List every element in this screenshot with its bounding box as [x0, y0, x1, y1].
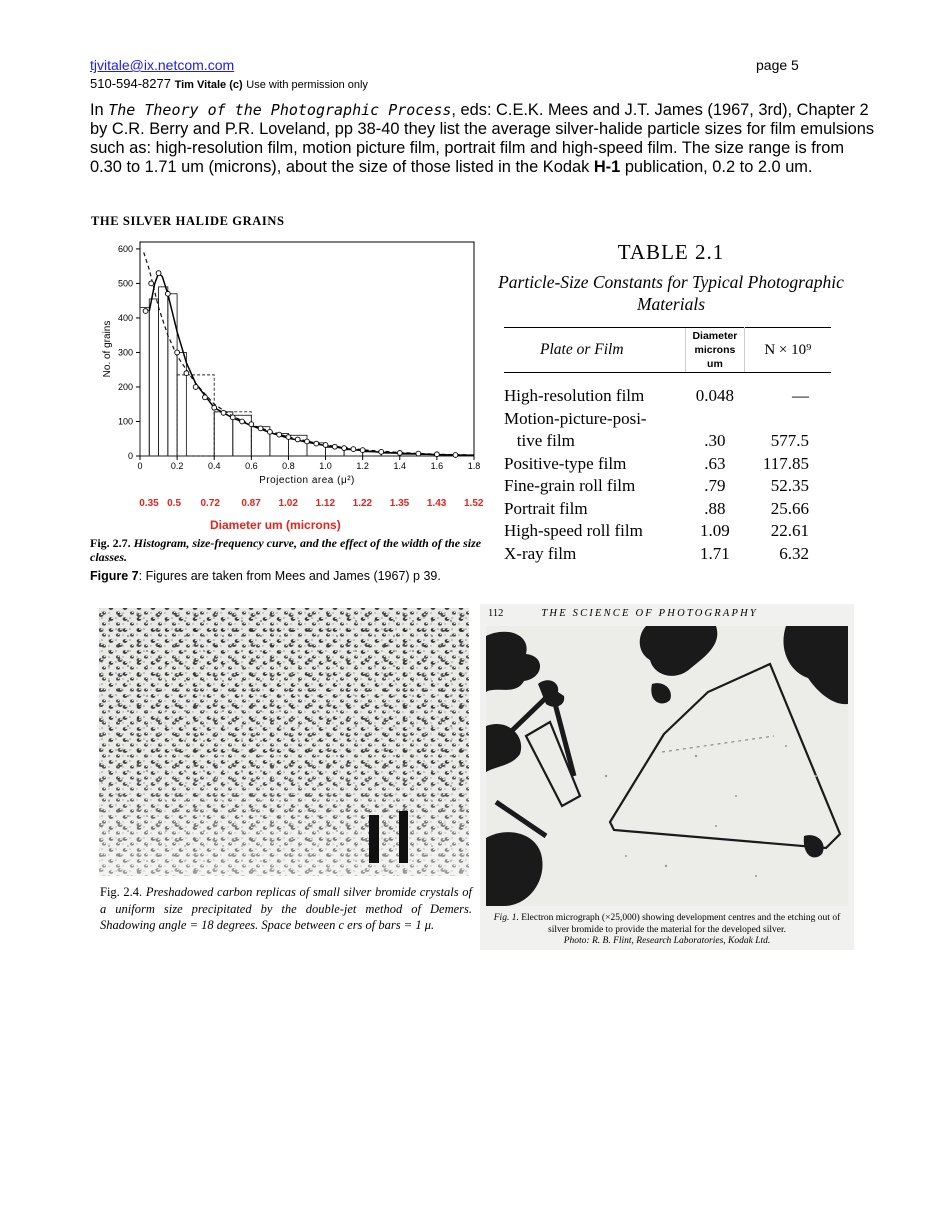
diameter-value: 0.87 [241, 498, 261, 509]
data-point [342, 446, 347, 451]
table-row [504, 373, 831, 408]
fig-2-4-caption [100, 884, 472, 934]
micrograph-development-centres [480, 604, 854, 950]
x-tick-label: 1.2 [356, 461, 369, 471]
histogram-chart [96, 232, 488, 496]
diameter-axis-label: Diameter um (microns) [210, 518, 341, 532]
data-point [434, 452, 439, 457]
x-tick-label: 0.4 [207, 461, 221, 471]
diameter-value: 1.02 [278, 498, 298, 509]
film-name: Fine-grain roll film [504, 476, 636, 495]
fig-2-7-text: Histogram, size-frequency curve, and the effect of the width of the size classes. [90, 536, 482, 564]
fig-1-body: Electron micrograph (×25,000) showing development centres and the etching out of silver bromide to provide the material for the developed silver. [521, 913, 841, 935]
film-diameter: 1.09 [700, 521, 730, 540]
film-diameter: 0.048 [695, 386, 735, 405]
data-point [351, 447, 356, 452]
film-diameter: .30 [704, 431, 726, 450]
contact-line [90, 76, 368, 91]
solid-curve [149, 273, 474, 455]
table-row [504, 453, 831, 476]
data-point [295, 437, 300, 442]
data-point [149, 281, 154, 286]
diameter-value: 1.43 [426, 498, 447, 509]
bar-fine [177, 352, 186, 456]
data-point [397, 450, 402, 455]
data-point [416, 451, 421, 456]
email-link[interactable]: tjvitale@ix.netcom.com [90, 57, 235, 73]
x-tick-label: 0 [137, 461, 143, 471]
film-diameter: 1.71 [700, 543, 730, 563]
dashed-curve [144, 252, 474, 455]
col-n: N × 10⁹ [744, 328, 831, 373]
table-row [504, 430, 831, 453]
diameter-value: 0.72 [200, 498, 220, 509]
fig-2-4-text: Preshadowed carbon replicas of small silver bromide crystals of a uniform size precipitated by the double-jet method of Demers. Shadowing angle = 18 degrees. Space between c ers of bars = 1 μ. [100, 885, 472, 932]
data-point [360, 448, 365, 453]
permission-note: Use with permission only [246, 79, 368, 91]
diameter-value: 1.22 [352, 498, 373, 509]
data-point [453, 453, 458, 458]
x-tick-label: 0.2 [170, 461, 184, 471]
x-tick-label: 1.8 [467, 461, 481, 471]
fig-2-7-caption [90, 536, 482, 564]
data-point [212, 405, 217, 410]
fig-1-credit: Photo: R. B. Flint, Research Laboratories, Kodak Ltd. [563, 936, 771, 946]
film-diameter: .88 [704, 498, 726, 518]
data-point [267, 429, 272, 434]
chart-header: THE SILVER HALIDE GRAINS [91, 214, 285, 228]
col-diameter [686, 328, 745, 373]
x-tick-label: 1.6 [430, 461, 444, 471]
col-diameter-l3: um [707, 358, 723, 370]
data-point [379, 449, 384, 454]
film-n [744, 408, 831, 431]
intro-suffix: publication, 0.2 to 2.0 um. [620, 158, 813, 176]
table-title: TABLE 2.1 [617, 240, 725, 264]
figure-7-caption [90, 569, 441, 583]
film-name: X-ray film [504, 543, 577, 563]
micrograph-texture [93, 593, 475, 878]
data-point [165, 291, 170, 296]
x-tick-label: 1.0 [319, 461, 332, 471]
fig-2-4-number: Fig. 2.4. [100, 885, 143, 899]
book-title: The Theory of the Photographic Process [108, 101, 452, 119]
y-tick-label: 300 [117, 347, 133, 358]
data-point [332, 444, 337, 449]
bar-fine [140, 308, 149, 456]
electron-micrograph [486, 626, 848, 906]
particle-size-table [504, 327, 831, 565]
film-name: Positive-type film [504, 453, 627, 473]
data-point [240, 419, 245, 424]
film-diameter [686, 408, 745, 431]
diameter-value: 1.52 [464, 498, 484, 509]
book-page-number: 112 [488, 608, 504, 619]
table-row [504, 498, 831, 521]
data-point [305, 439, 310, 444]
book-running-title: THE SCIENCE OF PHOTOGRAPHY [541, 608, 758, 619]
col-diameter-l2: microns [694, 344, 736, 356]
film-name: Portrait film [504, 498, 588, 518]
data-point [156, 271, 161, 276]
table-subtitle: Particle-Size Constants for Typical Photographic Materials [498, 272, 844, 314]
data-point [230, 415, 235, 420]
x-tick-label: 0.8 [282, 461, 295, 471]
fig-2-7-number: Fig. 2.7. [90, 536, 131, 550]
data-point [286, 435, 291, 440]
fig-1-text [488, 913, 846, 936]
film-name: High-speed roll film [504, 521, 643, 540]
y-tick-label: 600 [117, 243, 133, 254]
intro-prefix: In [90, 101, 109, 119]
film-name: tive film [504, 431, 575, 450]
bar-fine [159, 287, 168, 456]
film-diameter: .79 [704, 476, 726, 495]
data-point [175, 350, 180, 355]
bar-mid [214, 412, 233, 456]
y-tick-label: 100 [117, 416, 133, 427]
bar-fine [149, 299, 158, 456]
figure-7-label: Figure 7 [90, 569, 139, 583]
y-tick-label: 0 [127, 451, 133, 461]
data-point [277, 432, 282, 437]
x-tick-label: 0.6 [245, 461, 258, 471]
y-tick-label: 400 [117, 312, 133, 323]
data-point [323, 443, 328, 448]
intro-body: , eds: C.E.K. Mees and J.T. James (1967, 3rd), Chapter 2 by C.R. Berry and P.R. Loveland, pp 38-40 they list the average silver-halide particle sizes for film emulsions such as: high-resolution film, motion picture film, portrait film and high-speed film. The size range is from 0.30 to 1.71 um (microns), about the size of those listed in the Kodak [90, 101, 875, 176]
intro-paragraph [90, 101, 880, 177]
film-n: 6.32 [779, 543, 809, 563]
table-header-row [504, 328, 831, 373]
table-row [504, 520, 831, 543]
data-point [314, 441, 319, 446]
table-row [504, 543, 831, 566]
y-tick-label: 500 [117, 278, 133, 289]
film-n: 25.66 [770, 498, 809, 518]
scale-bar [369, 815, 379, 863]
film-n: — [792, 386, 809, 405]
data-point [184, 371, 189, 376]
fig-1-caption [488, 913, 846, 948]
author-credit: Tim Vitale (c) [174, 79, 243, 91]
data-point [221, 410, 226, 415]
data-point [258, 426, 263, 431]
diameter-value: 1.35 [389, 498, 410, 509]
data-point [249, 422, 254, 427]
x-tick-label: 1.4 [393, 461, 407, 471]
fig-1-number: Fig. 1. [493, 913, 519, 923]
data-point [203, 395, 208, 400]
kodak-ref: H-1 [593, 158, 621, 176]
diameter-value: 0.5 [167, 498, 182, 509]
film-n: 52.35 [770, 476, 809, 495]
film-n: 117.85 [762, 453, 809, 473]
diameter-labels [96, 498, 486, 514]
col-plate-or-film: Plate or Film [504, 328, 686, 373]
y-tick-label: 200 [117, 381, 133, 392]
diameter-value: 0.35 [139, 498, 159, 509]
bar-fine [168, 294, 177, 456]
phone-number: 510-594-8277 [90, 76, 171, 91]
film-name: Motion-picture-posi- [504, 408, 647, 428]
diameter-value: 1.12 [315, 498, 336, 509]
data-point [143, 309, 148, 314]
film-n: 577.5 [770, 431, 809, 450]
table-row [504, 408, 831, 431]
plot-frame [140, 242, 474, 456]
y-axis-label: No. of grains [102, 320, 113, 378]
film-diameter: .63 [704, 453, 726, 473]
table-row [504, 475, 831, 498]
film-name: High-resolution film [504, 386, 645, 405]
scale-bar [399, 811, 408, 863]
figure-7-text: : Figures are taken from Mees and James (1967) p 39. [138, 569, 441, 583]
x-axis-label: Projection area (μ²) [259, 475, 355, 486]
page-number: page 5 [756, 57, 799, 73]
data-point [193, 385, 198, 390]
col-diameter-l1: Diameter [692, 330, 738, 342]
book-page-header [488, 608, 758, 619]
film-n: 22.61 [770, 521, 809, 540]
